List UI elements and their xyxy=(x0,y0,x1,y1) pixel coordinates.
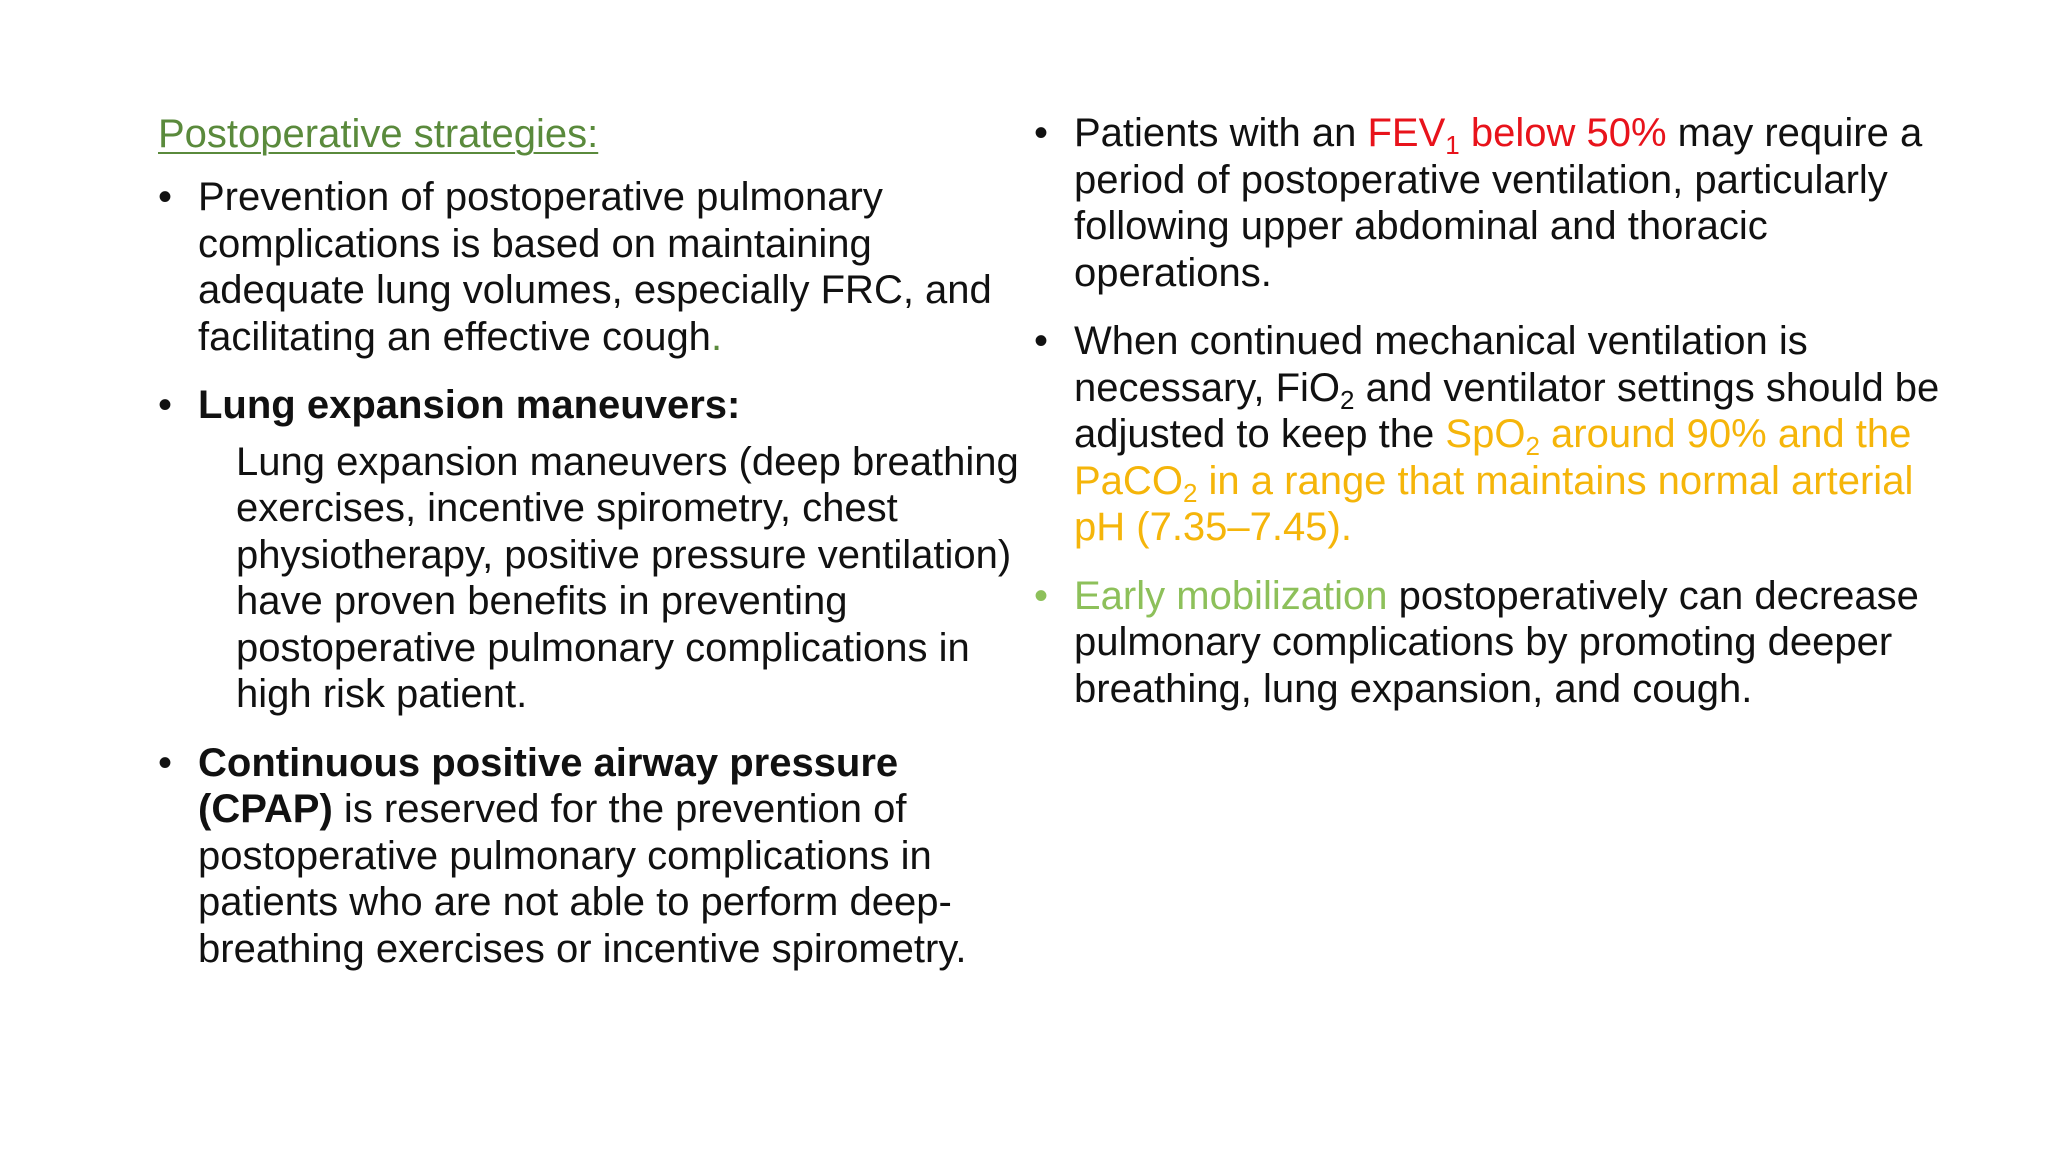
paco2-subscript: 2 xyxy=(1182,477,1198,508)
right-column xyxy=(1034,110,1954,734)
section-heading: Postoperative strategies: xyxy=(158,112,599,156)
bullet-period: . xyxy=(710,314,723,359)
spo2-subscript: 2 xyxy=(1525,431,1540,461)
highlight-spo: SpO xyxy=(1445,412,1526,456)
bullet-text: is reserved for the prevention of postoperative pulmonary complications in patients who are not able to perform deep-breathing exercises or incentive spirometry. xyxy=(198,787,967,971)
bullet-mechanical-ventilation xyxy=(1034,318,1954,551)
bullet-text: postoperatively can decrease pulmonary complications by promoting deeper breathing, lung expansion, and cough. xyxy=(1074,573,1919,711)
bullet-text-pre: When continued mechanical ventilation is necessary, FiO xyxy=(1074,319,1808,410)
bullet-text-post: may require a period of postoperative ventilation, particularly following upper abdominal and thoracic operations. xyxy=(1074,111,1923,295)
bullet-lung-expansion xyxy=(158,382,1038,718)
bullet-fev1 xyxy=(1034,110,1954,296)
bullet-text-pre: Patients with an xyxy=(1074,111,1368,155)
highlight-early-mobilization: Early mobilization xyxy=(1074,573,1388,618)
highlight-below-50: below 50% xyxy=(1459,111,1667,155)
highlight-fev: FEV xyxy=(1367,111,1446,155)
left-column xyxy=(158,110,1038,994)
highlight-arterial-ph: in a range that maintains normal arterial pH (7.35–7.45). xyxy=(1074,458,1914,549)
bullet-dot: • xyxy=(158,383,173,427)
bullet-text-mid: and ventilator settings should be adjusted to keep the xyxy=(1074,365,1940,456)
bullet-dot: • xyxy=(158,740,173,785)
bullet-dot: • xyxy=(158,175,173,219)
bullet-dot: • xyxy=(1034,111,1049,155)
bullet-text: Prevention of postoperative pulmonary complications is based on maintaining adequate lung volumes, especially FRC, and facilitating an effective cough xyxy=(198,175,992,359)
bullet-early-mobilization xyxy=(1034,573,1954,713)
bullet-prevention xyxy=(158,174,1038,360)
bullet-dot: • xyxy=(1034,319,1049,363)
bullet-cpap xyxy=(158,740,1038,973)
fio2-subscript: 2 xyxy=(1340,384,1355,415)
bullet-dot: • xyxy=(1034,573,1049,618)
bullet-bold-term: Continuous positive airway pressure (CPAP) xyxy=(198,740,899,831)
bullet-heading: Lung expansion maneuvers: xyxy=(198,383,741,427)
highlight-around-90: around 90% and the PaCO xyxy=(1074,412,1912,503)
highlight-fev-subscript: 1 xyxy=(1445,130,1460,160)
bullet-subtext: Lung expansion maneuvers (deep breathing exercises, incentive spirometry, chest physiotherapy, positive pressure ventilation) have proven benefits in preventing postoperative pulmonary complications in high risk patient. xyxy=(236,439,1019,716)
